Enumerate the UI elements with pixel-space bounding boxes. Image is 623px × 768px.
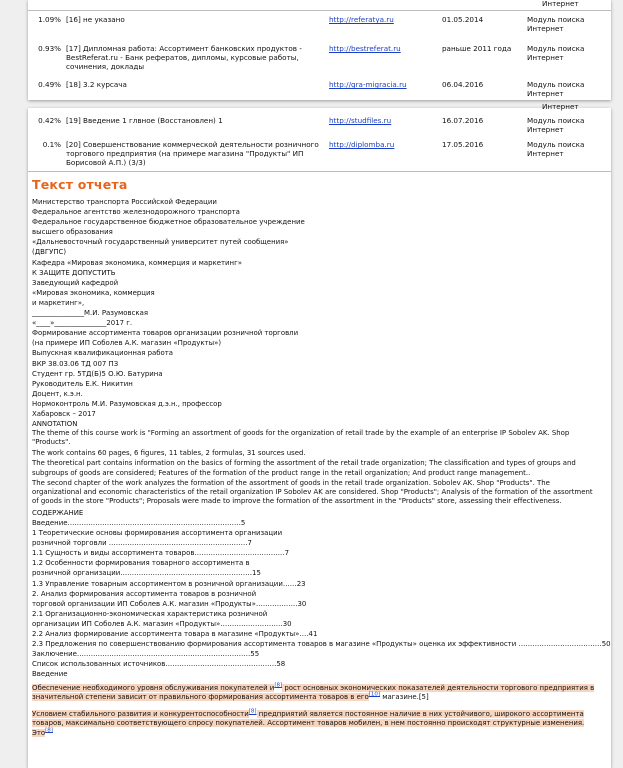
source-link[interactable]: http://diplomba.ru — [329, 140, 395, 149]
sources-table-bottom — [28, 116, 602, 167]
row-divider — [28, 10, 611, 11]
annotation-paragraph: The theoretical part contains information on the basics of forming the assortment of the retail trade organization; The classification and types of groups and subgroups of goods are considered; Features of the formation of the product range in the retail organization; And product range management.. — [32, 459, 576, 477]
source-date: 01.05.2014 — [442, 15, 484, 24]
report-line: Хабаровск – 2017 — [32, 409, 96, 418]
report-line: Кафедра «Мировая экономика, коммерция и маркетинг» — [32, 258, 242, 267]
source-title: [17] Дипломная работа: Ассортимент банковских продуктов - BestReferat.ru - Банк рефератов, дипломы, курсовые работы, сочинения, доклады — [66, 44, 302, 71]
report-line: Студент гр. 5ТД(Б)5 О.Ю. Батурина — [32, 369, 163, 378]
toc-line: 1.1 Сущность и виды ассортимента товаров…………………………………7 — [32, 549, 290, 558]
highlight-text: Обеспечение необходимого уровня обслуживания покупателей и — [32, 683, 275, 692]
report-text — [32, 197, 611, 738]
table-row — [28, 116, 602, 140]
source-module: Модуль поиска Интернет — [527, 15, 585, 33]
source-date: 16.07.2016 — [442, 116, 484, 125]
report-line: Нормоконтроль М.И. Разумовская д.э.н., профессор — [32, 399, 222, 408]
source-reference-link[interactable]: [8] — [45, 727, 53, 734]
toc-line: Введение — [32, 670, 68, 679]
cut-module-text: Интернет — [542, 102, 579, 111]
toc-line: торговой организации ИП Соболев А.К. магазин «Продукты»………………30 — [32, 599, 307, 608]
report-line: Формирование ассортимента товаров организации розничной торговли — [32, 329, 299, 338]
source-date: 06.04.2016 — [442, 80, 484, 89]
report-header-lines — [32, 197, 598, 429]
report-line: Федеральное государственное бюджетное образовательное учреждение — [32, 218, 305, 227]
report-line: Руководитель Е.К. Никитин — [32, 379, 133, 388]
toc-line: Введение…………………………………………………………………5 — [32, 519, 246, 527]
report-line: ВКР 38.03.06 ТД 007 ПЗ — [32, 359, 119, 368]
source-module: Модуль поиска Интернет — [527, 116, 585, 134]
toc-line: организации ИП Соболев А.К. магазин «Продукты»………………………30 — [32, 619, 292, 628]
report-line: К ЗАЩИТЕ ДОПУСТИТЬ — [32, 268, 116, 277]
source-link[interactable]: http://bestreferat.ru — [329, 44, 401, 53]
toc-line: 2.2 Анализ формирование ассортимента товара в магазине «Продукты»….41 — [32, 630, 318, 639]
toc-line: СОДЕРЖАНИЕ — [32, 508, 84, 517]
report-line: ANNOTATION — [32, 420, 78, 429]
source-link[interactable]: http://gra-migracia.ru — [329, 80, 407, 89]
annotation-block — [32, 429, 598, 506]
report-line: Доцент, к.э.н. — [32, 389, 83, 398]
source-module: Модуль поиска Интернет — [527, 44, 585, 62]
report-line: «____»_______________2017 г. — [32, 319, 133, 328]
percent-cell: 0.42% — [38, 116, 61, 125]
report-line: «Дальневосточный государственный университет путей сообщения» — [32, 238, 289, 247]
report-line: «Мировая экономика, коммерция — [32, 288, 155, 297]
source-reference-link[interactable]: [8] — [248, 708, 257, 715]
annotation-paragraph: The work contains 60 pages, 6 figures, 11 tables, 2 formulas, 31 sources used. — [32, 448, 306, 457]
report-title: Текст отчета — [32, 177, 128, 192]
plain-text: магазине.[5] — [380, 692, 429, 701]
toc-line: 1.3 Управление товарным ассортиментом в розничной организации……23 — [32, 579, 306, 588]
source-module: Модуль поиска Интернет — [527, 80, 585, 98]
source-title: [16] не указано — [66, 15, 125, 24]
sources-table-top — [28, 15, 602, 98]
toc-line: 2.3 Предложения по совершенствованию формирования ассортимента товаров в магазине «Продукты» оценка их эффективности ………………………………50 — [32, 640, 611, 649]
report-line: _______________М.И. Разумовская — [32, 309, 149, 318]
report-line: Министерство транспорта Российской Федерации — [32, 198, 217, 206]
source-module: Модуль поиска Интернет — [527, 140, 585, 158]
table-row — [28, 71, 602, 98]
percent-cell: 0.93% — [38, 44, 61, 53]
table-row — [28, 33, 602, 71]
report-page-top — [28, 0, 611, 100]
percent-cell: 0.1% — [42, 140, 61, 149]
section-divider — [28, 171, 611, 172]
source-date: 17.05.2016 — [442, 140, 484, 149]
report-line: и маркетинг», — [32, 298, 85, 307]
source-reference-link[interactable]: [8] — [274, 682, 283, 689]
report-line: высшего образования — [32, 228, 113, 237]
report-line: (на примере ИП Соболев А.К. магазин «Продукты») — [32, 339, 222, 348]
toc-line: Список использованных источников…………………………………………58 — [32, 660, 286, 669]
table-of-contents — [32, 508, 611, 680]
source-title: [18] 3.2 курсача — [66, 80, 127, 89]
highlight-text: Условием стабильного развития и конкурентоспособности — [32, 710, 249, 719]
source-date: раньше 2011 года — [442, 44, 512, 53]
source-link[interactable]: http://studfiles.ru — [329, 116, 392, 125]
highlighted-paragraph — [32, 684, 598, 703]
report-line: Заведующий кафедрой — [32, 278, 119, 287]
highlight-text: рост основных экономических показателей деятельности торгового предприятия в значительной степени зависит от правильного формирования ассортимента товаров в его — [32, 683, 595, 701]
highlight-text: предприятий является постоянное наличие в них устойчивого, широкого ассортимента товаров, максимально соответствующего спросу покупателей. Ассортимент товаров мобилен, в нем постоянно происходят структурные изменения. Это — [32, 710, 585, 737]
toc-line: 1.2 Особенности формирования товарного ассортимента в — [32, 559, 250, 568]
report-page-main — [28, 102, 611, 768]
table-row — [28, 15, 602, 33]
report-line: Выпускная квалификационная работа — [32, 349, 174, 358]
annotation-paragraph: The second chapter of the work analyzes the formation of the assortment of goods in the retail trade organization. Sobolev AK. Shop "Products". The organizational and economic characteristics of the retail organization IP Sobolev AK are considered. Shop "Products"; Analysis of the formation of the assortment of goods in the store "Products"; Proposals were made to improve the formation of the assortment in the "Products" store, assessing their effectiveness. — [32, 479, 593, 506]
source-reference-link[interactable]: [10] — [368, 691, 381, 698]
source-link[interactable]: http://referatya.ru — [329, 15, 394, 24]
source-title: [19] Введение 1 глвное (Восстановлен) 1 — [66, 116, 223, 125]
percent-cell: 0.49% — [38, 80, 61, 89]
toc-line: 1 Теоретические основы формирования ассортимента организации — [32, 529, 283, 538]
toc-line: Заключение…………………………………………………………………55 — [32, 650, 260, 659]
report-line: Федеральное агентство железнодорожного транспорта — [32, 208, 240, 217]
table-row — [28, 140, 602, 167]
highlighted-paragraph — [32, 710, 598, 738]
percent-cell: 1.09% — [38, 15, 61, 24]
toc-line: 2. Анализ формирования ассортимента товаров в розничной — [32, 589, 257, 598]
source-title: [20] Совершенствование коммерческой деятельности розничного торгового предприятия (на примере магазина "Продукты" ИП Борисовой А.П.) (3/3) — [66, 140, 319, 167]
report-line: (ДВГУПС) — [32, 248, 67, 257]
toc-line: розничной торговли ……………………………………………………7 — [32, 539, 252, 548]
annotation-paragraph: The theme of this course work is "Forming an assortment of goods for the organization of retail trade by the example of an enterprise IP Sobolev AK. Shop "Products". — [32, 429, 570, 447]
toc-line: 2.1 Организационно-экономическая характеристика розничной — [32, 609, 268, 618]
cut-module-text: Интернет — [542, 0, 579, 8]
toc-line: розничной организации…………………………………………………15 — [32, 569, 261, 578]
